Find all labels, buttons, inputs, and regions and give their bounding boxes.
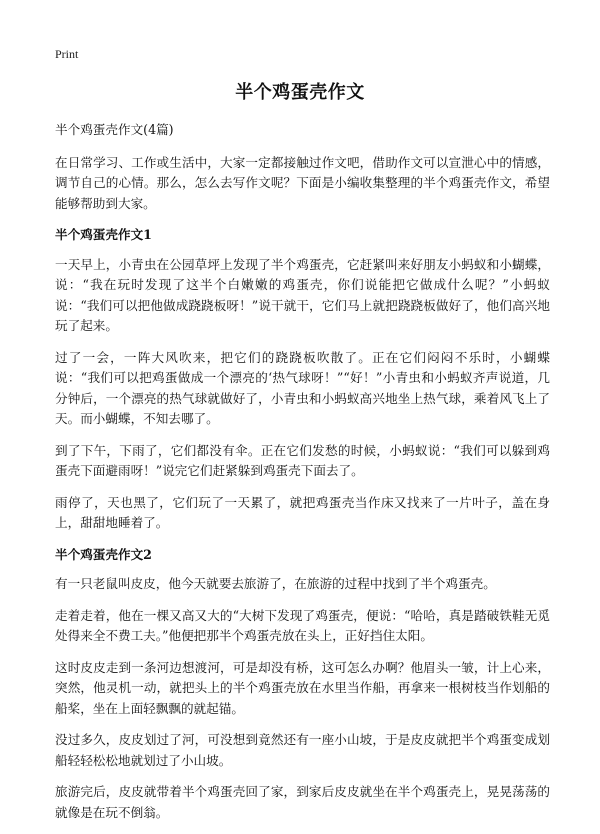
section-heading: 半个鸡蛋壳作文1 <box>55 227 152 242</box>
print-link[interactable]: Print <box>55 47 79 61</box>
paragraph: 有一只老鼠叫皮皮，他今天就要去旅游了，在旅游的过程中找到了半个鸡蛋壳。 <box>55 576 496 591</box>
intro-paragraph: 在日常学习、工作或生活中，大家一定都接触过作文吧，借助作文可以宣泄心中的情感，调节自己的心情。那么，怎么去写作文呢？下面是小编收集整理的半个鸡蛋壳作文，希望能够帮助到大家。 <box>55 154 550 211</box>
paragraph: 这时皮皮走到一条河边想渡河，可是却没有桥，这可怎么办啊？他眉头一皱，计上心来，突然，他灵机一动，就把头上的半个鸡蛋壳放在水里当作船，再拿来一根树枝当作划船的船桨，坐在上面轻飘飘的就起锚。 <box>55 659 550 716</box>
paragraph: 一天早上，小青虫在公园草坪上发现了半个鸡蛋壳，它赶紧叫来好朋友小蚂蚁和小蝴蝶，说：“我在玩时发现了这半个白嫩嫩的鸡蛋壳，你们说能把它做成什么呢？”小蚂蚁说：“我们可以把他做成跷跷板呀！”说干就干，它们马上就把跷跷板做好了，他们高兴地玩了起来。 <box>55 256 550 333</box>
paragraph: 雨停了，天也黑了，它们玩了一天累了，就把鸡蛋壳当作床又找来了一片叶子，盖在身上，甜甜地睡着了。 <box>55 494 550 530</box>
paragraph: 过了一会，一阵大风吹来，把它们的跷跷板吹散了。正在它们闷闷不乐时，小蝴蝶说：“我们可以把鸡蛋做成一个漂亮的‘热气球呀！”“好！”小青虫和小蚂蚁齐声说道，几分钟后，一个漂亮的热气球就做好了，小青虫和小蚂蚁高兴地坐上热气球，乘着风飞上了天。而小蝴蝶，不知去哪了。 <box>55 349 550 426</box>
document-subtitle: 半个鸡蛋壳作文(4篇) <box>55 122 174 137</box>
paragraph: 没过多久，皮皮划过了河，可没想到竟然还有一座小山坡，于是皮皮就把半个鸡蛋变成划船轻轻松松地就划过了小山坡。 <box>55 732 550 768</box>
section-2 <box>55 545 550 824</box>
paragraph: 到了下午，下雨了，它们都没有伞。正在它们发愁的时候，小蚂蚁说：“我们可以躲到鸡蛋壳下面避雨呀！”说完它们赶紧躲到鸡蛋壳下面去了。 <box>55 442 550 478</box>
paragraph: 旅游完后，皮皮就带着半个鸡蛋壳回了家，到家后皮皮就坐在半个鸡蛋壳上，晃晃荡荡的就像是在玩不倒翁。 <box>55 784 550 820</box>
section-1 <box>55 225 550 534</box>
paragraph: 走着走着，他在一棵又高又大的“大树下发现了鸡蛋壳，便说：“哈哈，真是踏破铁鞋无觅处得来全不费工夫。”他便把那半个鸡蛋壳放在头上，正好挡住太阳。 <box>55 607 550 643</box>
document-title: 半个鸡蛋壳作文 <box>235 82 365 103</box>
section-heading: 半个鸡蛋壳作文2 <box>55 546 152 562</box>
document-body <box>55 120 550 834</box>
